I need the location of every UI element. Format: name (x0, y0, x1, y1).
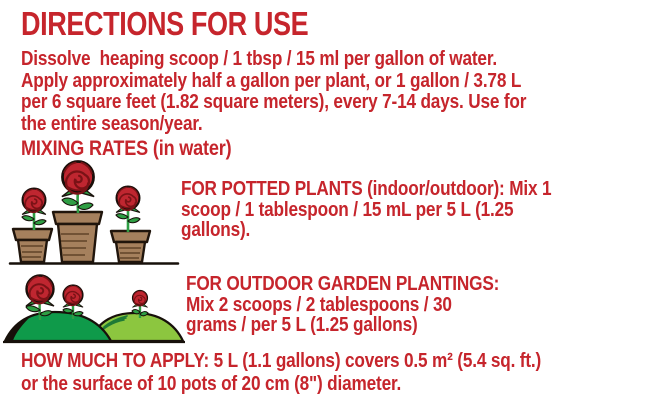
intro-paragraph (21, 49, 609, 135)
rose-icon (132, 291, 147, 308)
outdoor-garden-instructions (186, 274, 550, 336)
rose-icon (26, 276, 54, 307)
flower-pot-icon (13, 229, 52, 262)
flower-pot-icon (111, 231, 150, 262)
potted-plants-instructions (181, 179, 612, 241)
rose-icon (62, 161, 94, 196)
garden-mound-icon (5, 312, 111, 341)
intro-line: per 6 square feet (1.82 square meters), every 7-14 days. Use for (21, 91, 527, 113)
outdoor-line: Mix 2 scoops / 2 tablespoons / 30 (186, 293, 452, 316)
potted-plants-illustration (8, 156, 180, 268)
how-much-to-apply (21, 350, 626, 396)
rose-icon (22, 189, 46, 215)
apply-line: HOW MUCH TO APPLY: 5 L (1.1 gallons) covers 0.5 m² (5.4 sq. ft.) (21, 350, 542, 372)
intro-line: Apply approximately half a gallon per plant, or 1 gallon / 3.78 L (21, 69, 522, 92)
page-title: DIRECTIONS FOR USE (21, 5, 309, 42)
rose-icon (63, 285, 83, 307)
rose-icon (116, 187, 140, 213)
potted-line: gallons). (181, 219, 251, 241)
apply-line: or the surface of 10 pots of 20 cm (8") diameter. (21, 373, 402, 395)
mixing-rates-heading-text: MIXING RATES (in water) (21, 137, 232, 160)
potted-line: scoop / 1 tablespoon / 15 mL per 5 L (1.25 (181, 198, 514, 221)
outdoor-line: FOR OUTDOOR GARDEN PLANTINGS: (186, 273, 500, 295)
intro-line: Dissolve heaping scoop / 1 tbsp / 15 ml per gallon of water. (21, 48, 498, 70)
intro-line: the entire season/year. (21, 112, 203, 135)
flower-pot-icon (53, 212, 102, 262)
outdoor-line: grams / per 5 L (1.25 gallons) (186, 314, 418, 336)
garden-plantings-illustration (3, 270, 185, 345)
potted-line: FOR POTTED PLANTS (indoor/outdoor): Mix 1 (181, 178, 552, 200)
